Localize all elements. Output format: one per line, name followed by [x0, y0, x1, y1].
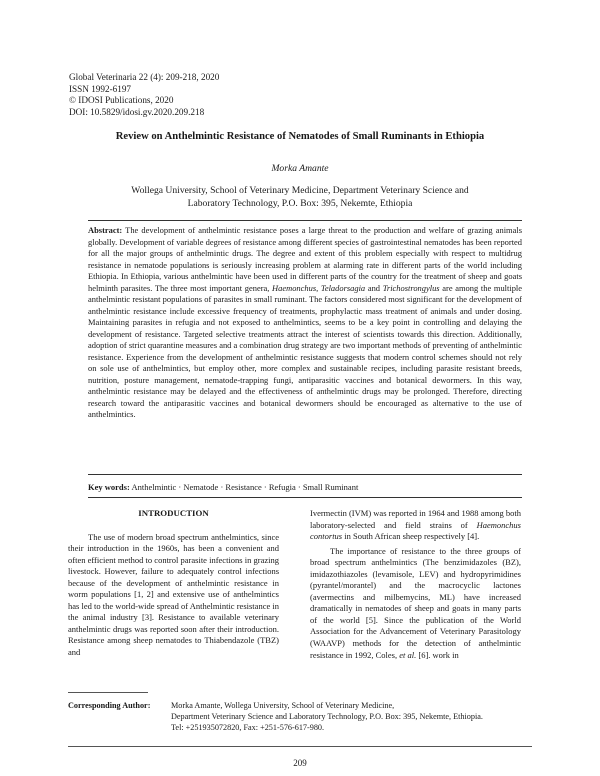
corresponding-author-details — [171, 700, 531, 734]
footnote-rule — [68, 692, 148, 693]
issn: ISSN 1992-6197 — [69, 83, 132, 94]
footer-rule — [68, 746, 532, 747]
abstract-text-1: The development of anthelmintic resistance poses a large threat to the production and welfare of grazing animals globally. Development of variable degrees of resistance among different species of gastrointestinal nematodes has been reported for all the major groups of anthelmintic drugs. The degree and extent of this problem especially with respect to multidrug resistance in nematode populations is seriously increasing problem at alarming rate in different parts of the world including Ethiopia. In Ethiopia, various anthelmintic have been used in different parts of the country for the treatment of sheep and goats helminth parasites. The three most important genera, — [88, 225, 522, 293]
paper-title: Review on Anthelmintic Resistance of Nematodes of Small Ruminants in Ethiopia — [115, 131, 485, 142]
copyright: © IDOSI Publications, 2020 — [69, 95, 174, 106]
doi[interactable]: DOI: 10.5829/idosi.gv.2020.209.218 — [69, 106, 205, 117]
corresponding-author-label: Corresponding Author: — [68, 701, 151, 710]
intro-paragraph-1: The use of modern broad spectrum anthelmintics, since their introduction in the 1960s, has been a convenient and often efficient method to control parasite infections in grazing livestock. However, failure to adequately control infections because of the development of anthelmintic resistance in worm populations [1, 2] and extensive use of anthelmintics has led to the world-wide spread of Anthelmintic resistance in the animal industry [3]. Resistance to available veterinary anthelmintic drugs was reported soon after their introduction. Resistance among sheep nematodes to Thiabendazole (TBZ) and — [68, 531, 279, 658]
intro-text: in South African sheep respectively [4]. — [342, 531, 480, 542]
corresponding-line-1: Morka Amante, Wollega University, School of Veterinary Medicine, — [171, 701, 395, 710]
keywords-bottom-rule — [88, 497, 522, 498]
keywords — [88, 482, 522, 492]
abstract-text-2: are among the multiple anthelmintic resistant populations of parasites in small ruminant. The factors considered most significant for the development of anthelmintic resistance include excessive frequency of treatments, prophylactic mass treatment of animals and under dosing. Maintaining parasites in refugia and not exposed to anthelmintics, seems to be a key point in controlling and delaying the development of resistance. Targeted selective treatments attract the interest of scientists towards this direction. Additionally, adoption of strict quarantine measures and a combination drug strategy are two important methods of preventing of anthelmintic resistance. Experience from the development of anthelmintic resistance suggests that modern control schemes should not rely on sole use of anthelmintics, but employ other, more complex and sustainable recipes, including parasite resistant breeds, nutrition, posture management, nematode-trapping fungi, antiparasitic vaccines and botanical dewormers. In this way, anthelmintic resistance may be delayed and the effectiveness of anthelmintic drugs may be prolonged. Therefore, directing research toward the antiparasitic vaccines and botanical dewormers should be encouraged as alternative to the use of anthelmintics. — [88, 282, 522, 419]
genus-haemonchus: Haemonchus — [272, 282, 317, 293]
intro-text: [6]. work in — [416, 649, 459, 660]
journal-citation: Global Veterinaria 22 (4): 209-218, 2020 — [69, 72, 220, 82]
abstract-separator: and — [365, 282, 383, 293]
genus-trichostrongylus: Trichostrongylus — [382, 282, 440, 293]
abstract-separator: , — [316, 282, 321, 293]
abstract — [88, 225, 522, 421]
column-left — [68, 508, 279, 659]
keywords-list: Anthelmintic · Nematode · Resistance · Refugia · Small Ruminant — [129, 482, 359, 492]
intro-text: Ivermectin (IVM) was reported in 1964 and 1988 among both laboratory-selected and field strains of — [310, 508, 521, 530]
et-al: et al. — [399, 649, 417, 660]
abstract-bottom-rule — [88, 474, 522, 475]
affiliation-line-2: Laboratory Technology, P.O. Box: 395, Nekemte, Ethiopia — [187, 198, 413, 209]
intro-paragraph-1-continued — [310, 508, 521, 543]
corresponding-line-3: Tel: +251935072820, Fax: +251-576-617-980. — [171, 723, 325, 733]
affiliation-line-1: Wollega University, School of Veterinary Medicine, Department Veterinary Science and — [131, 185, 469, 196]
keywords-label: Key words: — [88, 482, 130, 492]
corresponding-line-2: Department Veterinary Science and Laboratory Technology, P.O. Box: 395, Nekemte, Ethiopia. — [171, 712, 483, 722]
abstract-label: Abstract: — [88, 225, 123, 235]
section-heading-introduction: INTRODUCTION — [138, 508, 209, 518]
genus-teladorsagia: Teladorsagia — [320, 282, 366, 293]
author-name: Morka Amante — [271, 163, 329, 174]
column-right — [310, 508, 521, 661]
journal-header — [69, 72, 219, 118]
genus-haemonchus-contortus: Haemonchus contortus — [310, 519, 521, 542]
affiliation — [0, 184, 600, 210]
intro-paragraph-2 — [310, 546, 521, 661]
abstract-top-rule — [88, 220, 522, 221]
intro-text: The importance of resistance to the three groups of broad spectrum anthelmintics (The benzimidazoles (BZ), imidazothiazoles (levamisole, LEV) and hydropyrimidines (pyrantel/morantel) and the macrocyclic lactones (avermectins and milbemycins, ML) have increased dramatically in nematodes of sheep and goats in many parts of the world [5]. Since the publication of the World Association for the Advancement of Veterinary Parasitology (WAAVP) methods for the detection of anthelmintic resistance in 1992, Coles, — [310, 545, 521, 660]
page-number: 209 — [293, 758, 307, 768]
